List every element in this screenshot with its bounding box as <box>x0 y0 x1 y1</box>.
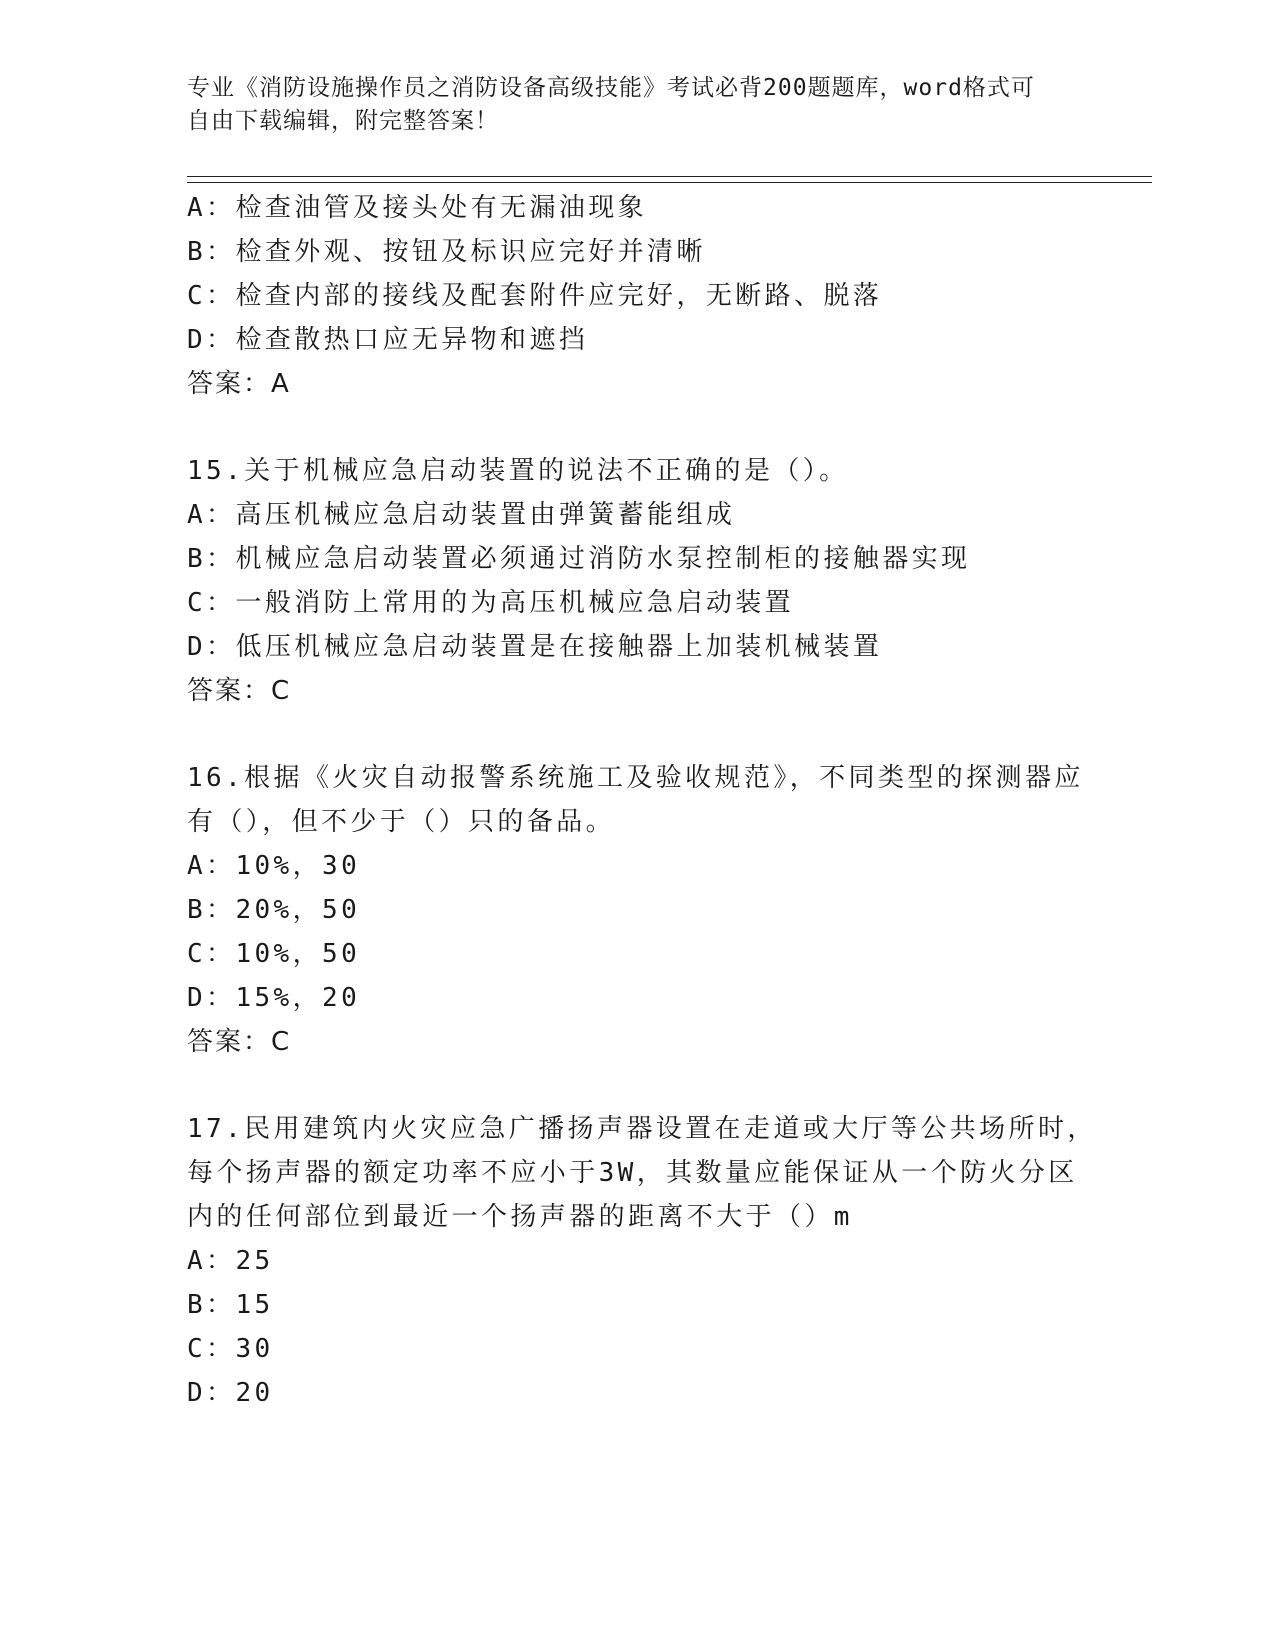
q15-option-d: D：低压机械应急启动装置是在接触器上加装机械装置 <box>187 632 883 662</box>
q17-stem-line-3: 内的任何部位到最近一个扬声器的距离不大于（）m <box>187 1202 853 1232</box>
document-header <box>187 72 1067 138</box>
q16-option-a: A：10%，30 <box>187 851 361 881</box>
q15-answer: 答案：C <box>187 676 292 706</box>
q17-option-b: B：15 <box>187 1290 274 1320</box>
q17-stem-line-2: 每个扬声器的额定功率不应小于3W，其数量应能保证从一个防火分区 <box>187 1158 1078 1188</box>
q17-stem-line-1: 17.民用建筑内火灾应急广播扬声器设置在走道或大厅等公共场所时， <box>187 1114 1097 1144</box>
q16-stem-line-2: 有（），但不少于（）只的备品。 <box>187 807 616 837</box>
q16-answer: 答案：C <box>187 1027 292 1057</box>
header-line-1: 专业《消防设施操作员之消防设备高级技能》考试必背200题题库，word格式可 <box>187 75 1035 101</box>
q15-option-b: B：机械应急启动装置必须通过消防水泵控制柜的接触器实现 <box>187 544 971 574</box>
header-divider-bottom <box>187 182 1152 183</box>
q14-option-c: C：检查内部的接线及配套附件应完好，无断路、脱落 <box>187 281 883 311</box>
q15-option-a: A：高压机械应急启动装置由弹簧蓄能组成 <box>187 500 736 530</box>
q15-stem: 15.关于机械应急启动装置的说法不正确的是（）。 <box>187 456 849 486</box>
q14-answer: 答案：A <box>187 369 291 399</box>
q14-option-b: B：检查外观、按钮及标识应完好并清晰 <box>187 237 706 267</box>
header-line-2: 自由下载编辑，附完整答案！ <box>187 108 499 134</box>
q17-option-a: A：25 <box>187 1246 274 1276</box>
q16-option-d: D：15%，20 <box>187 983 361 1013</box>
q16-option-b: B：20%，50 <box>187 895 361 925</box>
q17-option-c: C：30 <box>187 1334 274 1364</box>
q16-option-c: C：10%，50 <box>187 939 361 969</box>
q14-option-d: D：检查散热口应无异物和遮挡 <box>187 325 589 355</box>
q17-option-d: D：20 <box>187 1378 274 1408</box>
q14-option-a: A：检查油管及接头处有无漏油现象 <box>187 193 648 223</box>
q16-stem-line-1: 16.根据《火灾自动报警系统施工及验收规范》，不同类型的探测器应 <box>187 763 1084 793</box>
header-divider-top <box>187 176 1152 177</box>
q15-option-c: C：一般消防上常用的为高压机械应急启动装置 <box>187 588 795 618</box>
